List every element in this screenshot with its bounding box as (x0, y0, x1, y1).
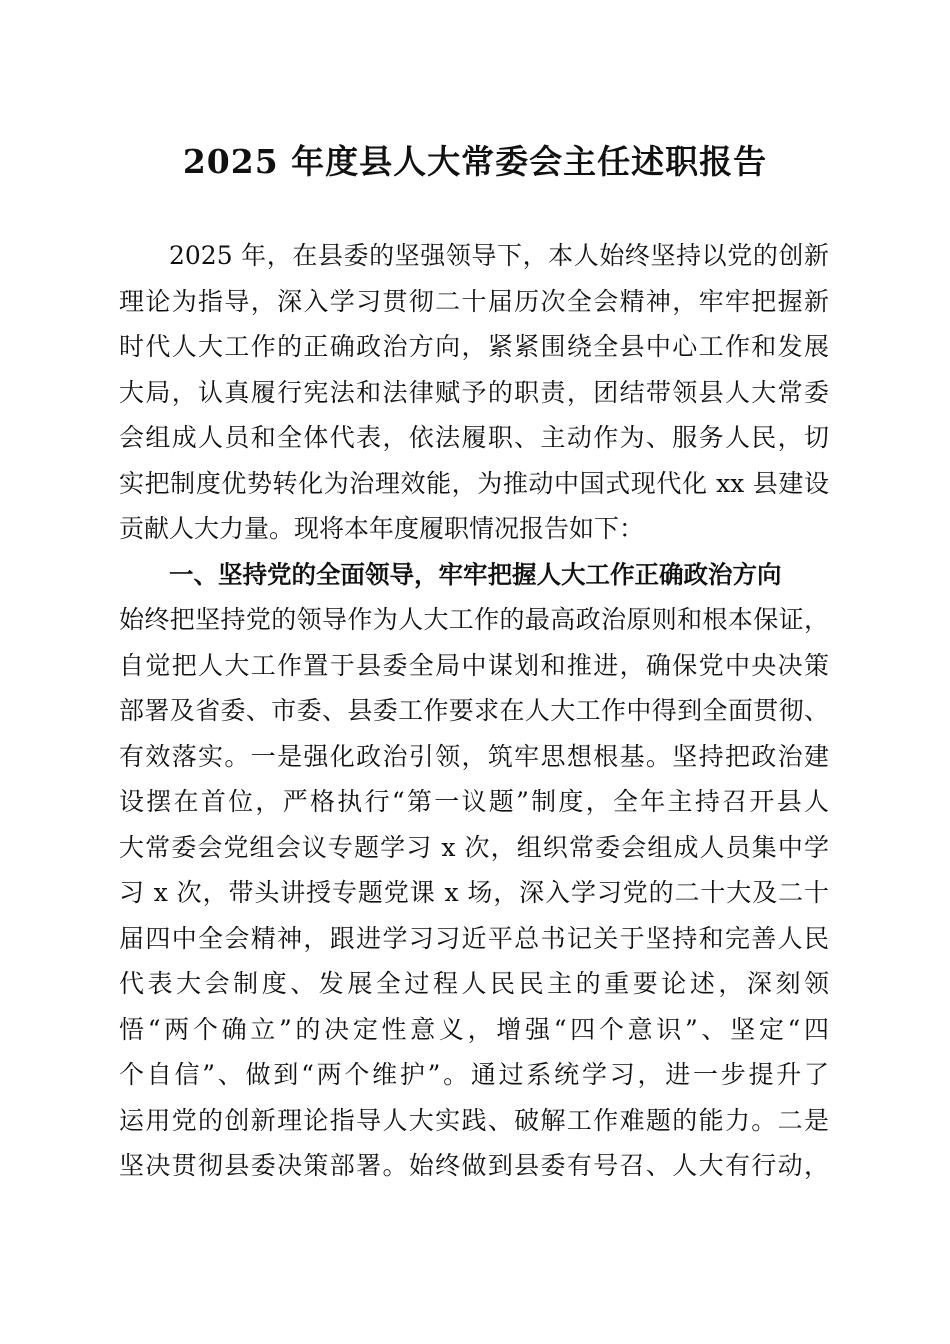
paragraph-line: 贡献人大力量。现将本年度履职情况报告如下： (119, 514, 645, 543)
section-heading: 一、坚持党的全面领导，牢牢把握人大工作正确政治方向 (169, 559, 782, 589)
paragraph-line: 届四中全会精神，跟进学习习近平总书记关于坚持和完善人民 (119, 923, 829, 953)
paragraph-line: 有效落实。一是强化政治引领，筑牢思想根基。坚持把政治建 (119, 741, 829, 771)
paragraph-line: 会组成人员和全体代表，依法履职、主动作为、服务人民，切 (119, 423, 829, 452)
paragraph-line: 运用党的创新理论指导人大实践、破解工作难题的能力。二是 (119, 1105, 829, 1135)
paragraph-line: 悟“两个确立”的决定性意义，增强“四个意识”、坚定“四 (119, 1014, 829, 1044)
paragraph-line: 2025 年，在县委的坚强领导下，本人始终坚持以党的创新 (169, 241, 829, 270)
document-body (119, 233, 829, 1189)
paragraph-line: 部署及省委、市委、县委工作要求在人大工作中得到全面贯彻、 (119, 696, 829, 725)
paragraph-line: 始终把坚持党的领导作为人大工作的最高政治原则和根本保证， (119, 605, 829, 634)
paragraph-line: 时代人大工作的正确政治方向，紧紧围绕全县中心工作和发展 (119, 332, 829, 361)
paragraph-line: 个自信”、做到“两个维护”。通过系统学习，进一步提升了 (119, 1060, 829, 1089)
paragraph-line: 大常委会党组会议专题学习 x 次，组织常委会组成人员集中学 (119, 832, 829, 862)
paragraph-line: 坚决贯彻县委决策部署。始终做到县委有号召、人大有行动， (119, 1151, 829, 1180)
paragraph-line: 设摆在首位，严格执行“第一议题”制度，全年主持召开县人 (119, 787, 829, 816)
document-title: 2025 年度县人大常委会主任述职报告 (182, 142, 768, 181)
paragraph-line: 习 x 次，带头讲授专题党课 x 场，深入学习党的二十大及二十 (119, 878, 829, 907)
paragraph-line: 理论为指导，深入学习贯彻二十届历次全会精神，牢牢把握新 (119, 286, 829, 316)
paragraph-line: 代表大会制度、发展全过程人民民主的重要论述，深刻领 (119, 969, 829, 998)
paragraph-line: 实把制度优势转化为治理效能，为推动中国式现代化 xx 县建设 (119, 468, 829, 498)
paragraph-line: 自觉把人大工作置于县委全局中谋划和推进，确保党中央决策 (119, 650, 829, 680)
paragraph-line: 大局，认真履行宪法和法律赋予的职责，团结带领县人大常委 (119, 377, 829, 407)
